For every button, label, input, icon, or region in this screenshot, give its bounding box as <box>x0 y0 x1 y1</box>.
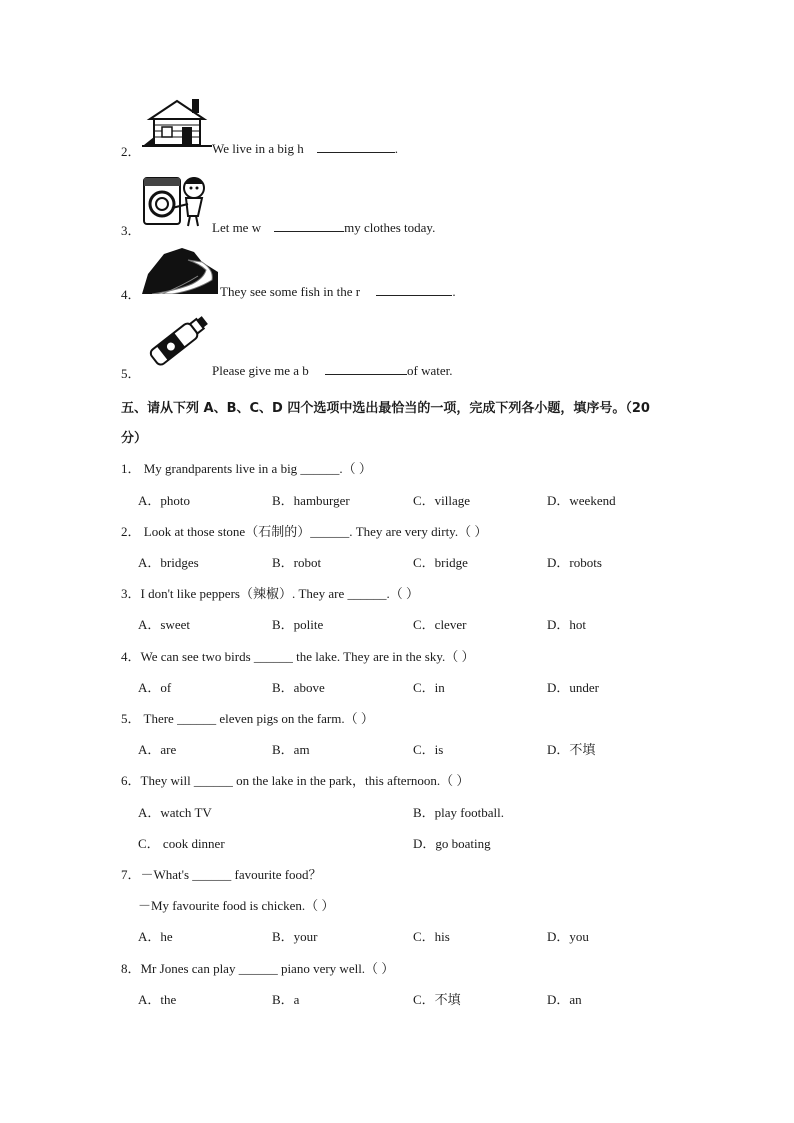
option-d[interactable]: D．hot <box>547 617 587 632</box>
option-b[interactable]: B．am <box>272 742 310 757</box>
option-b[interactable]: B．a <box>272 992 300 1007</box>
item-text: Please give me a b of water. <box>212 363 453 378</box>
option-d[interactable]: D．不填 <box>547 742 596 757</box>
option-d[interactable]: D．robots <box>547 555 602 570</box>
question-text: 4．We can see two birds ______ the lake. They are in the sky.（ ） <box>121 649 475 664</box>
item-number: 2． <box>121 144 141 159</box>
section-heading-continued: 分） <box>121 431 148 446</box>
option-b[interactable]: B．polite <box>272 617 324 632</box>
option-a[interactable]: A．the <box>138 992 177 1007</box>
option-c[interactable]: C．不填 <box>413 992 461 1007</box>
option-b[interactable]: B．hamburger <box>272 493 350 508</box>
option-d[interactable]: D．go boating <box>413 836 491 851</box>
question-text: 1． My grandparents live in a big ______.（ ） <box>121 461 372 476</box>
option-c[interactable]: C．is <box>413 742 444 757</box>
washing-machine-girl-icon <box>142 168 212 230</box>
answer-blank[interactable] <box>376 294 452 296</box>
item-text: We live in a big h . <box>212 141 398 156</box>
question-text: 3．I don't like peppers（辣椒）. They are ______.（ ） <box>121 586 420 601</box>
question-text: 2． Look at those stone（石制的）______. They are very dirty.（ ） <box>121 524 488 539</box>
option-c[interactable]: C．clever <box>413 617 467 632</box>
option-c[interactable]: C．in <box>413 680 445 695</box>
option-a[interactable]: A．he <box>138 929 173 944</box>
option-b[interactable]: B．robot <box>272 555 322 570</box>
option-b[interactable]: B．play football. <box>413 805 504 820</box>
item-number: 5． <box>121 366 141 381</box>
option-d[interactable]: D．under <box>547 680 599 695</box>
answer-blank[interactable] <box>325 373 407 375</box>
option-a[interactable]: A．bridges <box>138 555 199 570</box>
question-text: 7．－What's ______ favourite food？ <box>121 867 322 882</box>
item-number: 3． <box>121 223 141 238</box>
section-heading: 五、请从下列 A、B、C、D 四个选项中选出最恰当的一项，完成下列各小题，填序号。（20 <box>121 401 650 416</box>
answer-blank[interactable] <box>317 151 395 153</box>
option-c[interactable]: C． cook dinner <box>138 836 225 851</box>
item-text: Let me w my clothes today. <box>212 220 436 235</box>
option-d[interactable]: D．an <box>547 992 582 1007</box>
option-b[interactable]: B．above <box>272 680 325 695</box>
option-a[interactable]: A．sweet <box>138 617 190 632</box>
question-text: 6．They will ______ on the lake in the park，this afternoon.（ ） <box>121 773 470 788</box>
option-a[interactable]: A．are <box>138 742 177 757</box>
option-c[interactable]: C．village <box>413 493 471 508</box>
option-a[interactable]: A．watch TV <box>138 805 212 820</box>
option-a[interactable]: A．of <box>138 680 172 695</box>
answer-blank[interactable] <box>274 230 344 232</box>
question-text-reply: －My favourite food is chicken.（ ） <box>138 898 335 913</box>
question-text: 5． There ______ eleven pigs on the farm.（ ） <box>121 711 374 726</box>
bottle-icon <box>140 312 216 370</box>
option-b[interactable]: B．your <box>272 929 318 944</box>
river-icon <box>142 244 218 294</box>
option-d[interactable]: D．you <box>547 929 589 944</box>
option-c[interactable]: C．bridge <box>413 555 468 570</box>
question-text: 8．Mr Jones can play ______ piano very well.（ ） <box>121 961 395 976</box>
option-a[interactable]: A．photo <box>138 493 191 508</box>
item-text: They see some fish in the r . <box>220 284 456 299</box>
option-d[interactable]: D．weekend <box>547 493 616 508</box>
option-c[interactable]: C．his <box>413 929 450 944</box>
item-number: 4． <box>121 287 141 302</box>
house-icon <box>142 97 212 149</box>
